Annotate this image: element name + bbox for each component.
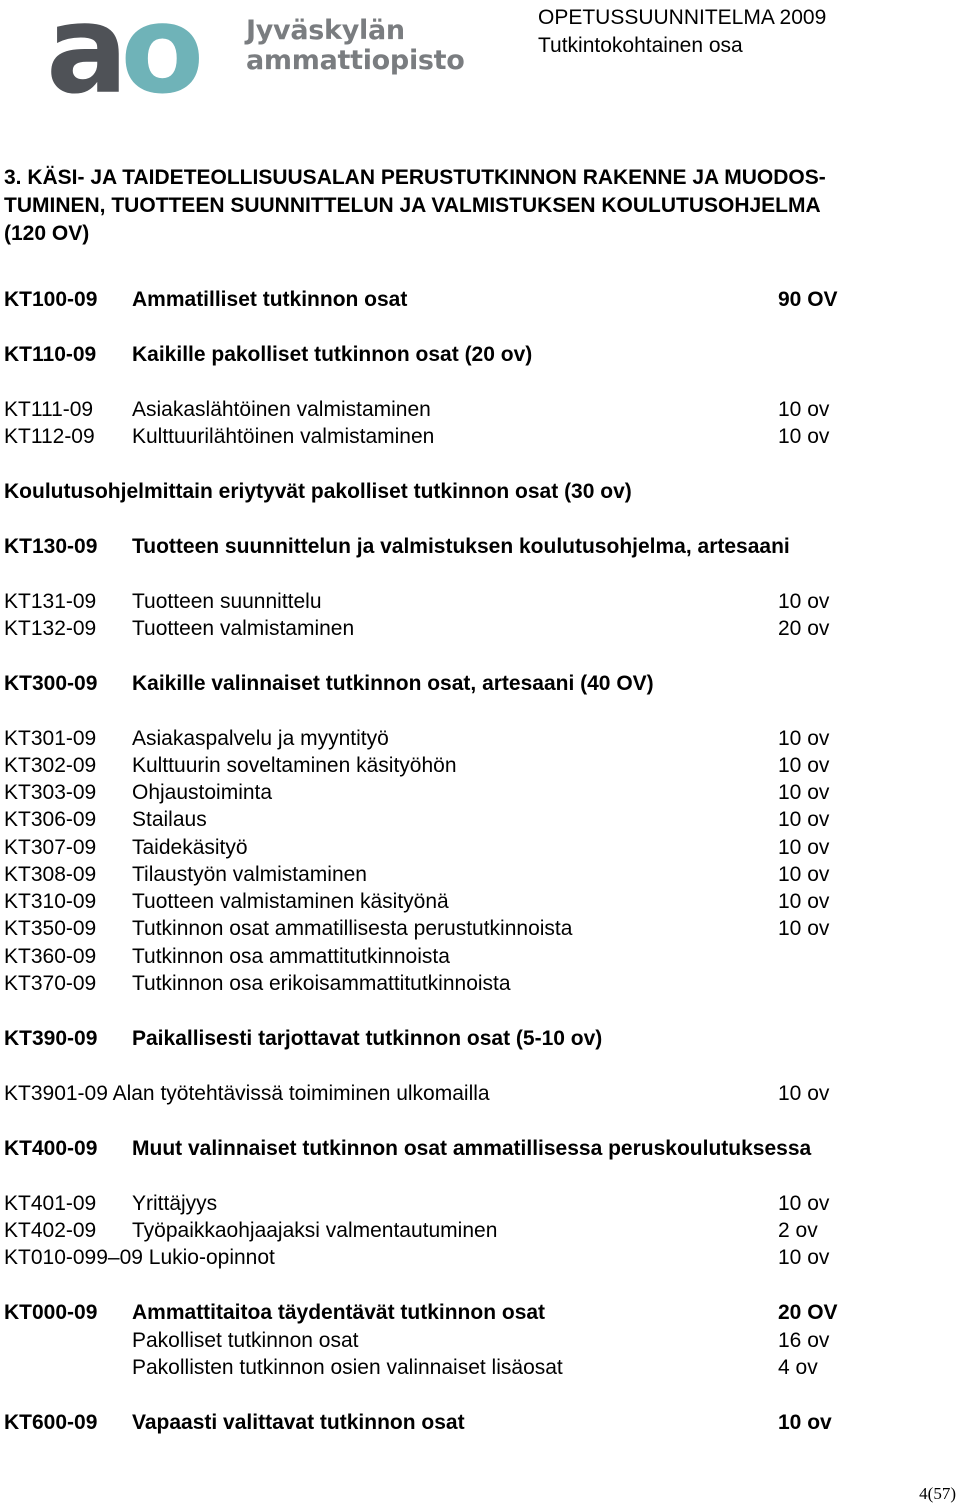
course-credits: 10 ov: [778, 1411, 832, 1434]
course-row: [4, 725, 956, 752]
course-row: [4, 423, 956, 450]
course-row: [4, 1244, 956, 1271]
page-number: 4(57): [919, 1484, 956, 1503]
section-title-line: 3. KÄSI- JA TAIDETEOLLISUUSALAN PERUSTUTKINNON RAKENNE JA MUODOS-: [4, 166, 826, 189]
course-code: KT130-09: [4, 535, 98, 558]
course-name: Paikallisesti tarjottavat tutkinnon osat (5-10 ov): [132, 1027, 603, 1050]
course-code: KT300-09: [4, 672, 98, 695]
logo-line-2: ammattiopisto: [246, 45, 465, 76]
course-name: Vapaasti valittavat tutkinnon osat: [132, 1411, 465, 1434]
course-name: Kulttuurin soveltaminen käsityöhön: [132, 754, 457, 777]
document-heading: [538, 4, 826, 60]
course-row: [4, 478, 956, 505]
course-code: KT310-09: [4, 890, 97, 913]
course-code: KT111-09: [4, 398, 94, 421]
course-row: [4, 1190, 956, 1217]
course-name: Tuotteen valmistaminen käsityönä: [132, 890, 449, 913]
course-row: [4, 396, 956, 423]
course-code: KT110-09: [4, 343, 97, 366]
course-code: KT360-09: [4, 945, 97, 968]
course-row: [4, 752, 956, 779]
course-name: Työpaikkaohjaajaksi valmentautuminen: [132, 1219, 498, 1242]
course-code-name: Koulutusohjelmittain eriytyvät pakolliset tutkinnon osat (30 ov): [4, 480, 632, 503]
section-title-line: TUMINEN, TUOTTEEN SUUNNITTELUN JA VALMISTUKSEN KOULUTUSOHJELMA: [4, 194, 821, 217]
course-name: Stailaus: [132, 808, 207, 831]
course-credits: 10 ov: [778, 1082, 830, 1105]
document-subtitle: Tutkintokohtainen osa: [538, 34, 743, 57]
course-row: [4, 915, 956, 942]
course-code: KT370-09: [4, 972, 97, 995]
course-credits: 10 ov: [778, 890, 830, 913]
document-title: OPETUSSUUNNITELMA 2009: [538, 6, 827, 29]
course-row: [4, 1025, 956, 1052]
course-code: KT306-09: [4, 808, 97, 831]
course-name: Tutkinnon osa erikoisammattitutkinnoista: [132, 972, 511, 995]
course-credits: 10 ov: [778, 808, 830, 831]
course-row: [4, 615, 956, 642]
course-row: [4, 779, 956, 806]
course-code-name: KT3901-09 Alan työtehtävissä toimiminen ulkomailla: [4, 1082, 490, 1105]
course-code: KT401-09: [4, 1192, 97, 1215]
course-row: [4, 806, 956, 833]
course-code: KT132-09: [4, 617, 97, 640]
course-row: [4, 1080, 956, 1107]
course-code: KT600-09: [4, 1411, 98, 1434]
course-code: KT303-09: [4, 781, 97, 804]
course-row: [4, 1299, 956, 1326]
course-name: Kaikille pakolliset tutkinnon osat (20 ov): [132, 343, 533, 366]
course-credits: 10 ov: [778, 727, 830, 750]
logo-mark: [46, 2, 236, 98]
course-name: Ammatilliset tutkinnon osat: [132, 288, 408, 311]
course-row: [4, 1135, 956, 1162]
course-row: [4, 861, 956, 888]
course-name: Tilaustyön valmistaminen: [132, 863, 367, 886]
logo-wordmark: [246, 16, 465, 76]
svg-text:ao: ao: [46, 2, 197, 98]
course-name: Tuotteen suunnittelu: [132, 590, 322, 613]
page-header: [0, 0, 960, 110]
course-name: Pakollisten tutkinnon osien valinnaiset lisäosat: [132, 1356, 563, 1379]
course-credits: 20 OV: [778, 1301, 838, 1324]
course-credits: 10 ov: [778, 781, 830, 804]
course-row: [4, 1354, 956, 1381]
course-row: [4, 1409, 956, 1436]
course-row: [4, 970, 956, 997]
course-code: KT302-09: [4, 754, 97, 777]
course-row: [4, 670, 956, 697]
course-row: [4, 588, 956, 615]
course-row: [4, 834, 956, 861]
course-credits: 4 ov: [778, 1356, 818, 1379]
course-credits: 10 ov: [778, 398, 830, 421]
course-name: Tuotteen suunnittelun ja valmistuksen koulutusohjelma, artesaani: [132, 535, 790, 558]
course-name: Tutkinnon osat ammatillisesta perustutkinnoista: [132, 917, 573, 940]
course-credits: 2 ov: [778, 1219, 818, 1242]
course-code: KT000-09: [4, 1301, 98, 1324]
section-title: [4, 164, 954, 248]
section-title-line: (120 OV): [4, 222, 90, 245]
course-code: KT350-09: [4, 917, 97, 940]
course-credits: 90 OV: [778, 288, 838, 311]
course-credits: 16 ov: [778, 1329, 830, 1352]
course-credits: 10 ov: [778, 590, 830, 613]
course-row: [4, 1217, 956, 1244]
course-name: Ohjaustoiminta: [132, 781, 273, 804]
course-credits: 10 ov: [778, 754, 830, 777]
course-code: KT308-09: [4, 863, 97, 886]
course-row: [4, 286, 956, 313]
logo-line-1: Jyväskylän: [246, 15, 405, 46]
course-name: Yrittäjyys: [132, 1192, 218, 1215]
course-credits: 10 ov: [778, 1192, 830, 1215]
course-name: Asiakaslähtöinen valmistaminen: [132, 398, 431, 421]
course-row: [4, 888, 956, 915]
course-row: [4, 341, 956, 368]
course-code: KT301-09: [4, 727, 97, 750]
course-code-name: KT010-099–09 Lukio-opinnot: [4, 1246, 275, 1269]
course-name: Asiakaspalvelu ja myyntityö: [132, 727, 389, 750]
course-code: KT112-09: [4, 425, 95, 448]
course-credits: 10 ov: [778, 425, 830, 448]
course-row: [4, 533, 956, 560]
course-name: Taidekäsityö: [132, 836, 248, 859]
course-name: Pakolliset tutkinnon osat: [132, 1329, 359, 1352]
course-code: KT307-09: [4, 836, 97, 859]
course-credits: 10 ov: [778, 917, 830, 940]
course-name: Tuotteen valmistaminen: [132, 617, 355, 640]
course-code: KT402-09: [4, 1219, 97, 1242]
course-name: Kaikille valinnaiset tutkinnon osat, artesaani (40 OV): [132, 672, 654, 695]
course-credits: 10 ov: [778, 1246, 830, 1269]
course-credits: 10 ov: [778, 836, 830, 859]
course-credits: 10 ov: [778, 863, 830, 886]
course-name: Tutkinnon osa ammattitutkinnoista: [132, 945, 450, 968]
course-name: Muut valinnaiset tutkinnon osat ammatillisessa peruskoulutuksessa: [132, 1137, 812, 1160]
course-row: [4, 1327, 956, 1354]
course-code: KT390-09: [4, 1027, 98, 1050]
course-credits: 20 ov: [778, 617, 830, 640]
course-code: KT400-09: [4, 1137, 98, 1160]
course-name: Kulttuurilähtöinen valmistaminen: [132, 425, 435, 448]
course-code: KT100-09: [4, 288, 98, 311]
course-name: Ammattitaitoa täydentävät tutkinnon osat: [132, 1301, 546, 1324]
course-row: [4, 943, 956, 970]
course-code: KT131-09: [4, 590, 97, 613]
